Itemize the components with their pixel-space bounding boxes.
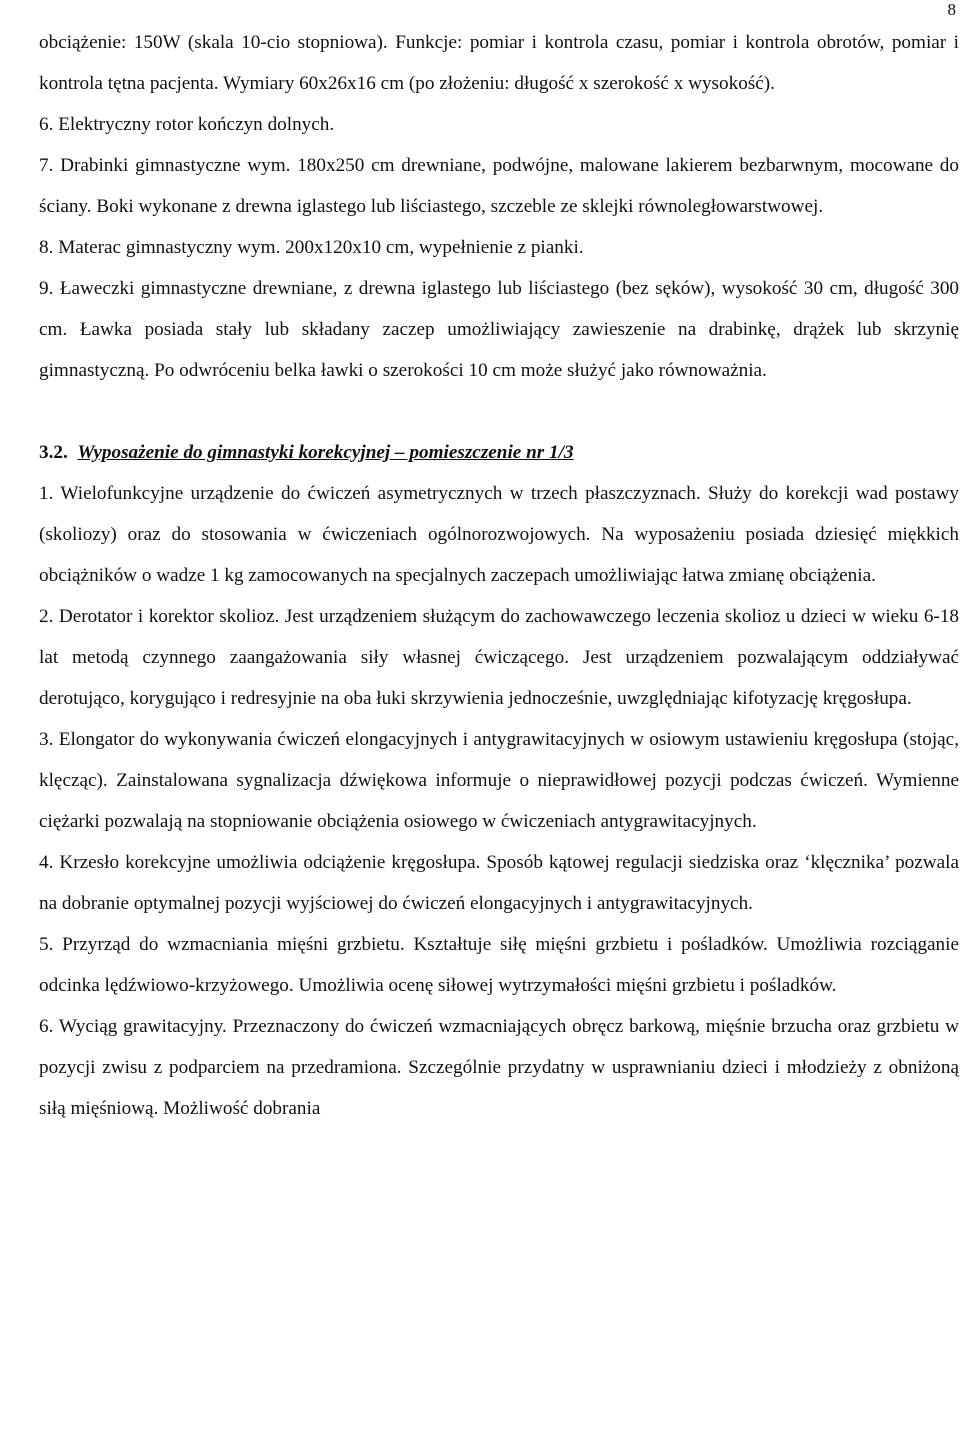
list-text: Wielofunkcyjne urządzenie do ćwiczeń asymetrycznych w trzech płaszczyznach. Służy do korekcji wad postawy (skoliozy) oraz do stosowania w ćwiczeniach ogólnorozwojowych. Na wyposażeniu posiada dziesięć miękkich obciążników o wadze 1 kg zamocowanych na specjalnych zaczepach umożliwiając łatwa zmianę obciążenia. [39,483,959,586]
list-number: 8. [39,237,54,258]
list-number: 3. [39,729,54,750]
page-number: 8 [947,0,956,19]
list-text: Elongator do wykonywania ćwiczeń elongacyjnych i antygrawitacyjnych w osiowym ustawieniu kręgosłupa (stojąc, klęcząc). Zainstalowana sygnalizacja dźwiękowa informuje o nieprawidłowej pozycji podczas ćwiczeń. Wymienne ciężarki pozwalają na stopniowanie obciążenia osiowego w ćwiczeniach antygrawitacyjnych. [39,729,959,832]
list-text: Krzesło korekcyjne umożliwia odciążenie kręgosłupa. Sposób kątowej regulacji siedziska oraz ‘klęcznika’ pozwala na dobranie optymalnej pozycji wyjściowej do ćwiczeń elongacyjnych i antygrawitacyjnych. [39,852,959,914]
list-item [39,104,959,145]
list-item [39,227,959,268]
list-text: Przyrząd do wzmacniania mięśni grzbietu. Kształtuje siłę mięśni grzbietu i pośladków. Umożliwia rozciąganie odcinka lędźwiowo-krzyżowego. Umożliwia ocenę siłowej wytrzymałości mięśni grzbietu i pośladków. [39,934,959,996]
list-item [39,473,959,596]
list-number: 6. [39,114,54,135]
document-body [39,22,959,1129]
list-item [39,924,959,1006]
list-number: 4. [39,852,54,873]
list-item [39,268,959,391]
list-number: 5. [39,934,54,955]
list-text: Drabinki gimnastyczne wym. 180x250 cm drewniane, podwójne, malowane lakierem bezbarwnym, mocowane do ściany. Boki wykonane z drewna iglastego lub liściastego, szczeble ze sklejki równoległowarstwowej. [39,155,959,217]
list-item [39,1006,959,1129]
list-item [39,596,959,719]
section-number: 3.2. [39,442,68,463]
list-item [39,719,959,842]
list-number: 2. [39,606,54,627]
list-text: Wyciąg grawitacyjny. Przeznaczony do ćwiczeń wzmacniających obręcz barkową, mięśnie brzucha oraz grzbietu w pozycji zwisu z podparciem na przedramiona. Szczególnie przydatny w usprawnianiu dzieci i młodzieży z obniżoną siłą mięśniową. Możliwość dobrania [39,1016,960,1119]
continued-paragraph: obciążenie: 150W (skala 10-cio stopniowa). Funkcje: pomiar i kontrola czasu, pomiar i kontrola obrotów, pomiar i kontrola tętna pacjenta. Wymiary 60x26x16 cm (po złożeniu: długość x szerokość x wysokość). [39,32,959,94]
list-text: Ławeczki gimnastyczne drewniane, z drewna iglastego lub liściastego (bez sęków), wysokość 30 cm, długość 300 cm. Ławka posiada stały lub składany zaczep umożliwiający zawieszenie na drabinkę, drążek lub skrzynię gimnastyczną. Po odwróceniu belka ławki o szerokości 10 cm może służyć jako równoważnia. [39,278,960,381]
section-heading [39,432,959,473]
list-text: Materac gimnastyczny wym. 200x120x10 cm, wypełnienie z pianki. [58,237,584,258]
list-item [39,842,959,924]
list-number: 7. [39,155,54,176]
list-item [39,145,959,227]
section-title: Wyposażenie do gimnastyki korekcyjnej – pomieszczenie nr 1/3 [77,442,574,463]
spacer [39,391,959,432]
list-number: 6. [39,1016,54,1037]
list-number: 1. [39,483,54,504]
list-text: Elektryczny rotor kończyn dolnych. [58,114,335,135]
list-number: 9. [39,278,54,299]
list-text: Derotator i korektor skolioz. Jest urządzeniem służącym do zachowawczego leczenia skolioz u dzieci w wieku 6-18 lat metodą czynnego zaangażowania siły własnej ćwiczącego. Jest urządzeniem pozwalającym oddziaływać derotująco, korygująco i redresyjnie na oba łuki skrzywienia jednocześnie, uwzględniając kifotyzację kręgosłupa. [39,606,960,709]
